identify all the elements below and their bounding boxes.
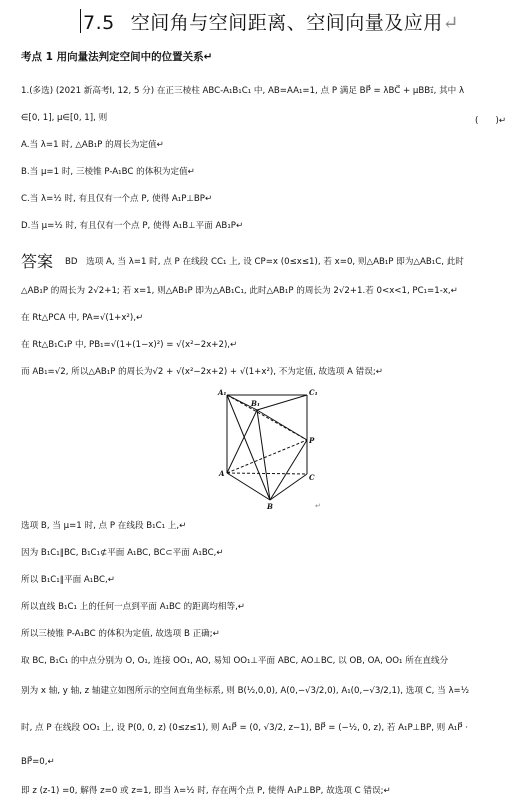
segment-ap-hidden	[227, 440, 307, 473]
solution-line-1: 选项 B, 当 μ=1 时, 点 P 在线段 B₁C₁ 上,↵	[21, 521, 187, 531]
answer-line-1: BD 选项 A, 当 λ=1 时, 点 P 在线段 CC₁ 上, 设 CP=x (0≤x≤1), 若 x=0, 则△AB₁P 即为△AB₁C, 此时	[65, 257, 464, 267]
answer-blank: ( )↵	[475, 116, 507, 126]
segment-a1b	[227, 395, 270, 500]
label-c: C	[309, 473, 315, 482]
solution-line-2: 因为 B₁C₁∥BC, B₁C₁⊄平面 A₁BC, BC⊂平面 A₁BC,↵	[21, 548, 224, 558]
segment-ab1	[227, 410, 257, 473]
solution-line-8: 时, 点 P 在线段 OO₁ 上, 设 P(0, 0, z) (0≤z≤1), 则 A₁P⃗ = (0, √3/2, z−1), BP⃗ = (−½, 0, z), 若 A₁P⊥BP, 则 A₁P⃗ ·	[21, 723, 468, 733]
solution-line-3: 所以 B₁C₁∥平面 A₁BC,↵	[21, 575, 115, 585]
option-c: C.当 λ=½ 时, 有且仅有一个点 P, 使得 A₁P⊥BP↵	[21, 194, 213, 204]
label-p: P	[309, 436, 315, 445]
solution-line-7: 别为 x 轴, y 轴, z 轴建立如图所示的空间直角坐标系, 则 B(½,0,0), A(0,−√3/2,0), A₁(0,−√3/2,1), 选项 C, 当 λ=½	[21, 686, 470, 696]
segment-b1p	[257, 410, 307, 440]
section-heading: 考点 1 用向量法判定空间中的位置关系↵	[21, 51, 213, 63]
answer-line-5: 而 AB₁=√2, 所以△AB₁P 的周长为√2 + √(x²−2x+2) + √(1+x²), 不为定值, 故选项 A 错误;↵	[21, 367, 383, 377]
paragraph-mark: ↵	[315, 502, 321, 510]
question-line-1: 1.(多选) (2021 新高考Ⅰ, 12, 5 分) 在正三棱柱 ABC-A₁B₁C₁ 中, AB=AA₁=1, 点 P 满足 BP⃗ = λBC⃗ + μBB₁⃗, 其中 λ	[21, 86, 465, 96]
solution-line-9: BP⃗=0,↵	[21, 757, 55, 767]
label-b: B	[267, 502, 273, 511]
label-a: A	[219, 469, 225, 478]
edge-ac-hidden	[227, 473, 307, 474]
label-c1: C₁	[309, 388, 318, 397]
paragraph-mark: ↵	[442, 12, 460, 34]
option-a: A.当 λ=1 时, △AB₁P 的周长为定值↵	[21, 140, 164, 150]
answer-line-4: 在 Rt△B₁C₁P 中, PB₁=√(1+(1−x)²) = √(x²−2x+2),↵	[21, 340, 238, 350]
solution-line-6: 取 BC, B₁C₁ 的中点分别为 O, O₁, 连接 OO₁, AO, 易知 OO₁⊥平面 ABC, AO⊥BC, 以 OB, OA, OO₁ 所在直线分	[21, 656, 449, 666]
answer-line-3: 在 Rt△PCA 中, PA=√(1+x²),↵	[21, 313, 144, 323]
page-title	[80, 8, 520, 38]
edge-b1c1	[257, 395, 307, 410]
edge-b1b	[257, 410, 270, 500]
solution-line-5: 所以三棱锥 P-A₁BC 的体积为定值, 故选项 B 正确;↵	[21, 629, 220, 639]
edge-ab	[227, 473, 270, 500]
title-number: 7.5	[83, 12, 115, 34]
edge-bc	[270, 474, 307, 500]
solution-line-10: 即 z (z-1) =0, 解得 z=0 或 z=1, 即当 λ=½ 时, 存在两个点 P, 使得 A₁P⊥BP, 故选项 C 错误;↵	[21, 786, 391, 796]
prism-figure	[215, 382, 325, 512]
option-b: B.当 μ=1 时, 三棱锥 P-A₁BC 的体积为定值↵	[21, 167, 195, 177]
text-cursor	[80, 9, 81, 33]
label-a1: A₁	[218, 388, 227, 397]
option-d: D.当 μ=½ 时, 有且仅有一个点 P, 使得 A₁B⊥平面 AB₁P↵	[21, 221, 244, 231]
title-text: 空间角与空间距离、空间向量及应用	[130, 12, 443, 34]
solution-line-4: 所以直线 B₁C₁ 上的任何一点到平面 A₁BC 的距离均相等,↵	[21, 602, 245, 612]
question-line-2: ∈[0, 1], μ∈[0, 1], 则	[21, 113, 108, 123]
segment-bp	[270, 440, 307, 500]
answer-line-2: △AB₁P 的周长为 2√2+1; 若 x=1, 则△AB₁P 即为△AB₁C₁, 此时△AB₁P 的周长为 2√2+1.若 0<x<1, PC₁=1-x,↵	[21, 286, 458, 296]
answer-label: 答案	[21, 252, 54, 271]
label-b1: B₁	[251, 399, 260, 408]
